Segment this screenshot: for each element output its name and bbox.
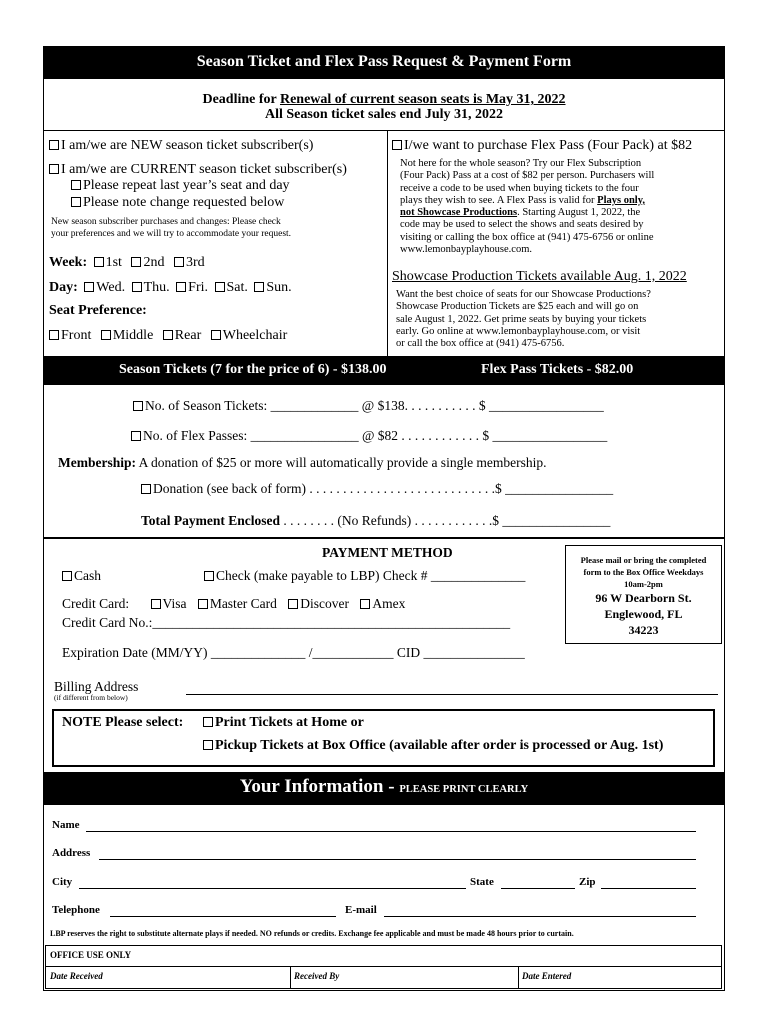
date-received-label: Date Received [50, 971, 103, 981]
membership-line: Membership: A donation of $25 or more will automatically provide a single membership. [58, 455, 547, 470]
checkbox[interactable] [215, 282, 225, 292]
deadline-line-2: All Season ticket sales end July 31, 2022 [264, 107, 503, 122]
name-label: Name [52, 819, 80, 831]
address-field[interactable] [99, 859, 696, 860]
payment-method-title: PAYMENT METHOD [322, 545, 453, 560]
checkbox[interactable] [84, 282, 94, 292]
checkbox[interactable] [392, 140, 402, 150]
change-requested-option[interactable]: Please note change requested below [71, 195, 284, 211]
checkbox[interactable] [176, 282, 186, 292]
repeat-seat-option[interactable]: Please repeat last year’s seat and day [71, 178, 290, 194]
telephone-label: Telephone [52, 904, 100, 916]
city-label: City [52, 876, 73, 888]
title-bar [43, 46, 725, 79]
total-line: Total Payment Enclosed . . . . . . . . (No Refunds) . . . . . . . . . . . .$ ________________ [141, 513, 611, 528]
billing-address-note: (if different from below) [54, 693, 128, 702]
new-subscriber-note-2: your preferences and we will try to accommodate your request. [51, 229, 292, 239]
checkbox[interactable] [71, 180, 81, 190]
deadline-line-1: Deadline for Renewal of current season seats is May 31, 2022 [202, 92, 566, 107]
state-field[interactable] [501, 888, 575, 889]
checkbox[interactable] [132, 282, 142, 292]
day-row: Day: Wed. Thu. Fri. Sat. Sun. [49, 280, 292, 295]
zip-label: Zip [579, 876, 596, 888]
address-label: Address [52, 847, 91, 859]
your-information-title: Your Information - PLEASE PRINT CLEARLY [239, 776, 529, 797]
checkbox[interactable] [62, 571, 72, 581]
checkbox[interactable] [360, 599, 370, 609]
checkbox[interactable] [204, 571, 214, 581]
checkbox[interactable] [174, 257, 184, 267]
checkbox[interactable] [141, 484, 151, 494]
checkbox[interactable] [94, 257, 104, 267]
checkbox[interactable] [49, 140, 59, 150]
form-title: Season Ticket and Flex Pass Request & Payment Form [196, 53, 572, 70]
mail-info-box: Please mail or bring the completed form to the Box Office Weekdays 10am-2pm 96 W Dearborn St. Englewood, FL 34223 [565, 545, 722, 644]
checkbox[interactable] [71, 197, 81, 207]
checkbox[interactable] [151, 599, 161, 609]
your-information-bar [43, 772, 725, 805]
column-divider [387, 130, 388, 356]
disclaimer: LBP reserves the right to substitute alternate plays if needed. NO refunds or credits. Exchange fee applicable and must be made 48 hours prior to curtain. [50, 929, 574, 938]
credit-card-row: Credit Card: Visa Master Card Discover Amex [62, 596, 406, 611]
divider [43, 537, 725, 539]
new-subscriber-option[interactable]: I am/we are NEW season ticket subscriber(s) [49, 138, 313, 154]
date-entered-label: Date Entered [522, 971, 572, 981]
flex-passes-line[interactable]: No. of Flex Passes: ________________ @ $82 . . . . . . . . . . . . $ _________________ [131, 428, 607, 444]
checkbox[interactable] [203, 740, 213, 750]
expiration-field[interactable]: Expiration Date (MM/YY) ______________ /____________ CID _______________ [62, 645, 525, 660]
credit-card-number-field[interactable]: Credit Card No.:_____________________________________________________ [62, 615, 511, 630]
current-subscriber-option[interactable]: I am/we are CURRENT season ticket subscriber(s) [49, 162, 347, 178]
donation-line[interactable]: Donation (see back of form) . . . . . . . . . . . . . . . . . . . . . . . . . . . .$ ________________ [141, 481, 613, 497]
checkbox[interactable] [49, 330, 59, 340]
season-tickets-line[interactable]: No. of Season Tickets: _____________ @ $138. . . . . . . . . . . $ _________________ [133, 398, 604, 414]
cash-option[interactable]: Cash [62, 568, 101, 584]
divider [290, 966, 291, 989]
divider [45, 966, 722, 967]
check-option[interactable]: Check (make payable to LBP) Check # ______________ [204, 568, 525, 584]
billing-address-label: Billing Address [54, 679, 139, 694]
divider [43, 130, 725, 131]
seat-preference-label: Seat Preference: [49, 303, 147, 318]
flex-pass-description: Not here for the whole season? Try our Flex Subscription (Four Pack) Pass at a cost of $82 per person. Purchasers will receive a code to be used when buying tickets to the four plays they wish to see. A Flex Pass is valid for Plays only, not Showcase Productions. Starting August 1, 2022, the code may be used to select the shows and seats desired by visiting or calling the box office at (941) 475-6756 or online www.lemonbayplayhouse.com. [400, 158, 655, 256]
received-by-label: Received By [294, 971, 340, 981]
telephone-field[interactable] [110, 916, 336, 917]
checkbox[interactable] [203, 717, 213, 727]
checkbox[interactable] [131, 257, 141, 267]
new-subscriber-note-1: New season subscriber purchases and changes: Please check [51, 217, 281, 227]
name-field[interactable] [86, 831, 696, 832]
price-bar [43, 356, 725, 385]
flex-pass-option[interactable]: I/we want to purchase Flex Pass (Four Pack) at $82 [392, 138, 692, 154]
showcase-title: Showcase Production Tickets available Aug. 1, 2022 [392, 269, 687, 284]
billing-address-field[interactable] [186, 694, 718, 695]
state-label: State [470, 876, 494, 888]
email-label: E-mail [345, 904, 377, 916]
zip-field[interactable] [601, 888, 696, 889]
office-use-title: OFFICE USE ONLY [50, 950, 132, 960]
seat-row: Front Middle Rear Wheelchair [49, 328, 287, 344]
checkbox[interactable] [198, 599, 208, 609]
checkbox[interactable] [133, 401, 143, 411]
checkbox[interactable] [101, 330, 111, 340]
checkbox[interactable] [163, 330, 173, 340]
flex-price: Flex Pass Tickets - $82.00 [481, 362, 634, 377]
checkbox[interactable] [131, 431, 141, 441]
print-at-home-option[interactable]: Print Tickets at Home or [203, 715, 364, 731]
checkbox[interactable] [49, 164, 59, 174]
checkbox[interactable] [288, 599, 298, 609]
week-row: Week: 1st 2nd 3rd [49, 255, 205, 270]
checkbox[interactable] [254, 282, 264, 292]
showcase-description: Want the best choice of seats for our Showcase Productions? Showcase Production Tickets are $25 each and will go on sale August 1, 2022. Get prime seats by buying your tickets early. Go online at www.lemonbayplayhouse.com, or visit or call the box office at (941) 475-6756. [396, 289, 651, 350]
city-field[interactable] [79, 888, 466, 889]
ticket-delivery-label: NOTE Please select: [62, 715, 184, 730]
pickup-at-box-office-option[interactable]: Pickup Tickets at Box Office (available after order is processed or Aug. 1st) [203, 738, 663, 754]
office-use-box [45, 945, 722, 989]
email-field[interactable] [384, 916, 696, 917]
checkbox[interactable] [211, 330, 221, 340]
divider [518, 966, 519, 989]
season-price: Season Tickets (7 for the price of 6) - $138.00 [119, 362, 387, 377]
